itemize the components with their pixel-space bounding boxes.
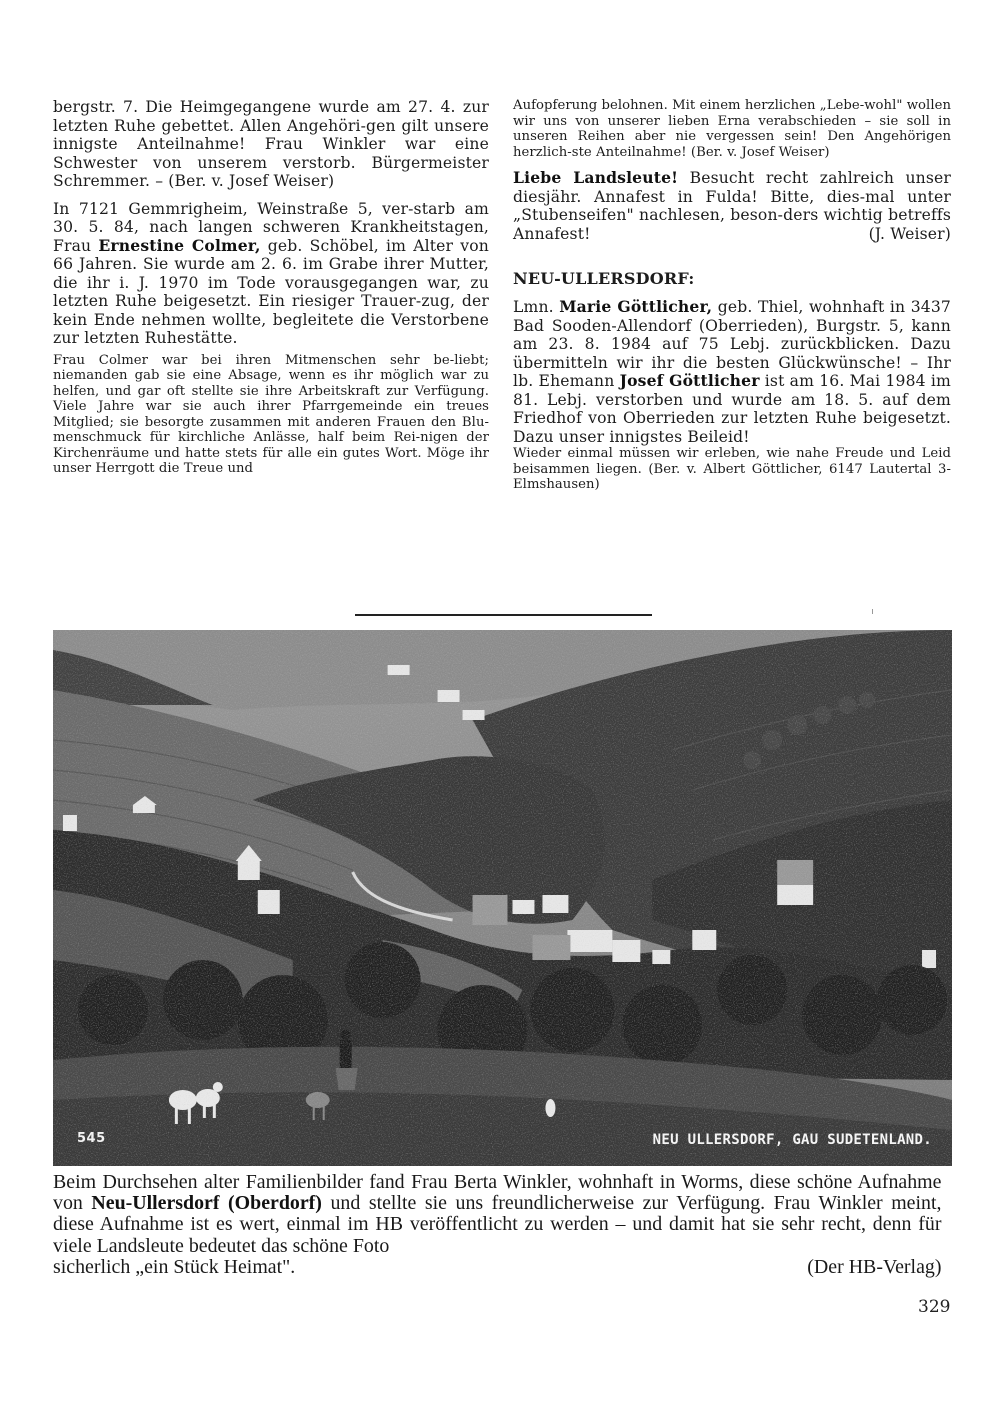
section-divider xyxy=(355,614,652,616)
deceased-name: Ernestine Colmer, xyxy=(98,235,261,255)
caption-body: und stellte sie uns freundlicherweise zur Verfügung. Frau Winkler meint, diese Aufnahme ist es wert, einmal im HB veröffentlicht zu werden – und damit hat sie sehr recht, denn für viele Landsleute bedeutet das schöne Foto xyxy=(53,1192,942,1257)
photo-inscription: NEU ULLERSDORF, GAU SUDETENLAND. xyxy=(652,1132,932,1148)
caption-paragraph xyxy=(53,1172,941,1257)
right-column xyxy=(513,98,951,493)
obituary-colmer xyxy=(53,200,489,348)
left-column xyxy=(53,98,489,477)
obituary-winkler-ending: bergstr. 7. Die Heimgegangene wurde am 27. 4. zur letzten Ruhe gebettet. Allen Angehöri-gen gilt unsere innigste Anteilnahme! Frau Winkler war eine Schwester von unserem verstorb. Bürgermeister Schremmer. – (Ber. v. Josef Weiser) xyxy=(53,98,489,190)
notice-prefix: Lmn. xyxy=(513,298,560,316)
section-heading-neu-ullersdorf: NEU-ULLERSDORF: xyxy=(513,269,695,288)
caption-credit: (Der HB-Verlag) xyxy=(807,1255,942,1278)
person-name-marie: Marie Göttlicher, xyxy=(559,297,713,316)
goettlicher-closing: Wieder einmal müssen wir erleben, wie nahe Freude und Leid beisammen liegen. (Ber. v. Albert Göttlicher, 6147 Lautertal 3-Elmshausen) xyxy=(513,446,951,492)
photo-caption-text xyxy=(53,1172,941,1278)
caption-intro: Beim Durchsehen alter Familienbilder fand Frau Berta Winkler, wohnhaft in Worms, diese schöne Aufnahme von xyxy=(53,1171,942,1215)
caption-place-name: Neu-Ullersdorf (Oberdorf) xyxy=(91,1192,322,1215)
obituary-erna-ending: Aufopferung belohnen. Mit einem herzlichen „Lebe-wohl" wollen wir uns von unserer lieben Erna verabschieden – sie soll in unseren Reihen aber nie vergessen sein! Den Angehörigen herzlich-ste Anteilnahme! (Ber. v. Josef Weiser) xyxy=(513,98,951,160)
annafest-notice xyxy=(513,169,951,243)
goettlicher-notice xyxy=(513,298,951,446)
photo-number: 545 xyxy=(77,1131,106,1146)
landscape-illustration xyxy=(53,630,952,1166)
notice-body: geb. Thiel, wohnhaft in 3437 Bad Sooden-Allendorf (Oberrieden), Burgstr. 5, kann am 23. 8. 1984 auf 75 Lebj. zurückblicken. Dazu übermitteln wir ihr die besten Glückwünsche! – Ihr lb. Ehemann xyxy=(513,298,951,390)
notice-body-end: ist am 16. Mai 1984 im 81. Lebj. verstorben und wurde am 18. 5. auf dem Friedhof von Oberrieden zur letzten Ruhe beigesetzt. Dazu unser innigstes Beileid! xyxy=(513,372,951,446)
obituary-colmer-intro: In 7121 Gemmrigheim, Weinstraße 5, ver-starb am 30. 5. 84, nach langen schweren Krankheitstagen, Frau xyxy=(53,199,489,255)
annafest-lead: Liebe Landsleute! xyxy=(513,168,679,187)
annafest-attribution: (J. Weiser) xyxy=(868,224,951,243)
print-mark xyxy=(872,609,873,614)
person-name-josef: Josef Göttlicher xyxy=(619,371,760,390)
caption-last-line: sicherlich „ein Stück Heimat". xyxy=(53,1255,296,1278)
obituary-colmer-body: geb. Schöbel, im Alter von 66 Jahren. Sie wurde am 2. 6. im Grabe ihrer Mutter, die ihr i. J. 1970 im Tode vorausgegangen war, zu letzten Ruhe beigesetzt. Ein riesiger Trauer-zug, der kein Ende nehmen wollte, begleitete die Verstorbene zur letzten Ruhestätte. xyxy=(53,236,490,347)
page-number: 329 xyxy=(918,1297,951,1317)
obituary-colmer-tribute: Frau Colmer war bei ihren Mitmenschen sehr be-liebt; niemanden gab sie eine Absage, wenn es ihr möglich war zu helfen, und gar oft stellte sie ihre Arbeitskraft zur Verfügung. Viele Jahre war sie auch ihrer Pfarrgemeinde ein treues Mitglied; sie besorgte zusammen mit anderen Frauen den Blu-menschmuck für kirchliche Anlässe, half beim Rei-nigen der Kirchenräume und hatte stets für alle ein gutes Wort. Möge ihr unser Herrgott die Treue und xyxy=(53,352,489,476)
caption-final-line xyxy=(53,1257,941,1278)
annafest-body: Besucht recht zahlreich unser diesjähr. Annafest in Fulda! Bitte, dies-mal unter „Stubenseifen" nachlesen, beson-ders wichtig betreffs Annafest! xyxy=(513,169,951,243)
village-photo xyxy=(53,630,952,1166)
